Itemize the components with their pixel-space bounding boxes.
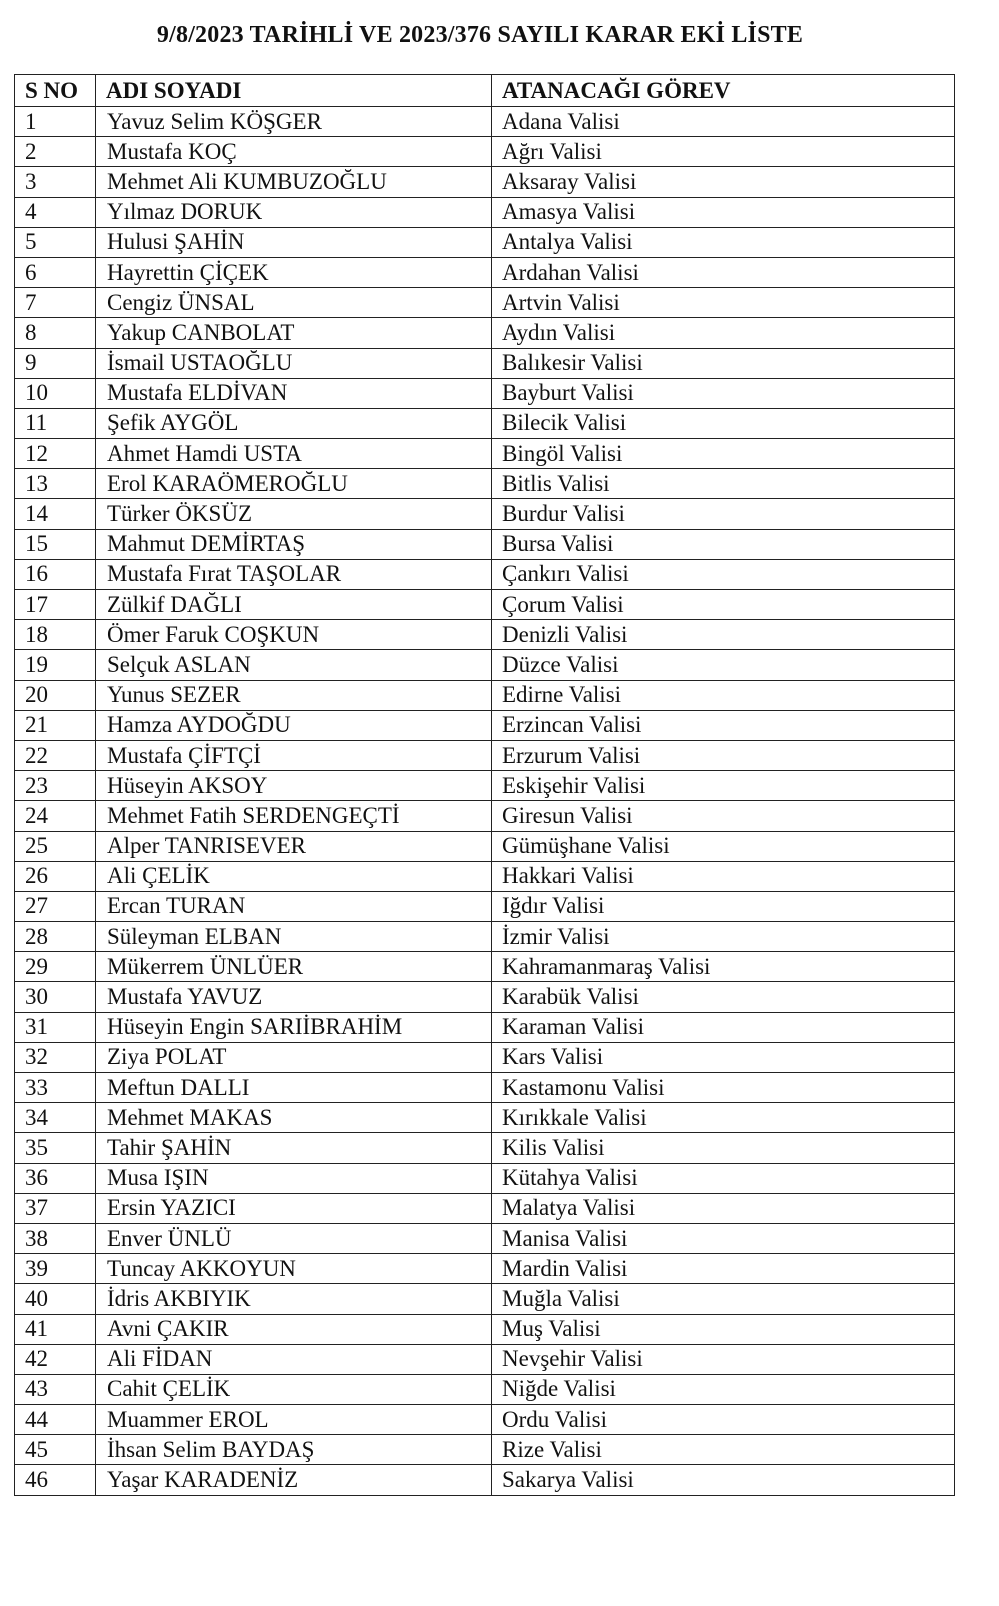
person-name-cell: Mustafa ÇİFTÇİ bbox=[96, 740, 492, 770]
person-name-cell: Hüseyin AKSOY bbox=[96, 771, 492, 801]
person-name-cell: Yavuz Selim KÖŞGER bbox=[96, 107, 492, 137]
row-number-cell: 46 bbox=[15, 1465, 96, 1495]
assigned-duty-cell: Kars Valisi bbox=[492, 1042, 955, 1072]
assigned-duty-cell: Hakkari Valisi bbox=[492, 861, 955, 891]
row-number-cell: 12 bbox=[15, 439, 96, 469]
table-row bbox=[15, 952, 955, 982]
assigned-duty-cell: Bilecik Valisi bbox=[492, 408, 955, 438]
row-number-cell: 17 bbox=[15, 590, 96, 620]
person-name-cell: Ömer Faruk COŞKUN bbox=[96, 620, 492, 650]
person-name-cell: Cengiz ÜNSAL bbox=[96, 288, 492, 318]
row-number-cell: 43 bbox=[15, 1374, 96, 1404]
person-name-cell: Hüseyin Engin SARIİBRAHİM bbox=[96, 1012, 492, 1042]
assigned-duty-cell: Erzurum Valisi bbox=[492, 740, 955, 770]
person-name-cell: Ercan TURAN bbox=[96, 891, 492, 921]
row-number-cell: 8 bbox=[15, 318, 96, 348]
assigned-duty-cell: Iğdır Valisi bbox=[492, 891, 955, 921]
table-row bbox=[15, 710, 955, 740]
row-number-cell: 39 bbox=[15, 1254, 96, 1284]
table-row bbox=[15, 982, 955, 1012]
table-row bbox=[15, 1254, 955, 1284]
table-row bbox=[15, 559, 955, 589]
assigned-duty-cell: Erzincan Valisi bbox=[492, 710, 955, 740]
table-row bbox=[15, 891, 955, 921]
person-name-cell: Cahit ÇELİK bbox=[96, 1374, 492, 1404]
person-name-cell: Mehmet Fatih SERDENGEÇTİ bbox=[96, 801, 492, 831]
table-body bbox=[15, 107, 955, 1496]
row-number-cell: 32 bbox=[15, 1042, 96, 1072]
table-row bbox=[15, 861, 955, 891]
assigned-duty-cell: Amasya Valisi bbox=[492, 197, 955, 227]
row-number-cell: 10 bbox=[15, 378, 96, 408]
table-row bbox=[15, 227, 955, 257]
table-row bbox=[15, 801, 955, 831]
person-name-cell: Hulusi ŞAHİN bbox=[96, 227, 492, 257]
person-name-cell: Ali FİDAN bbox=[96, 1344, 492, 1374]
person-name-cell: Ahmet Hamdi USTA bbox=[96, 439, 492, 469]
row-number-cell: 29 bbox=[15, 952, 96, 982]
table-row bbox=[15, 288, 955, 318]
row-number-cell: 20 bbox=[15, 680, 96, 710]
table-row bbox=[15, 1405, 955, 1435]
table-row bbox=[15, 348, 955, 378]
person-name-cell: Yunus SEZER bbox=[96, 680, 492, 710]
person-name-cell: Ersin YAZICI bbox=[96, 1193, 492, 1223]
assigned-duty-cell: Mardin Valisi bbox=[492, 1254, 955, 1284]
table-row bbox=[15, 318, 955, 348]
row-number-cell: 38 bbox=[15, 1223, 96, 1253]
table-row bbox=[15, 1284, 955, 1314]
column-header-duty: ATANACAĞI GÖREV bbox=[492, 75, 955, 107]
row-number-cell: 23 bbox=[15, 771, 96, 801]
row-number-cell: 22 bbox=[15, 740, 96, 770]
assigned-duty-cell: Kilis Valisi bbox=[492, 1133, 955, 1163]
assigned-duty-cell: Kastamonu Valisi bbox=[492, 1073, 955, 1103]
table-row bbox=[15, 197, 955, 227]
row-number-cell: 36 bbox=[15, 1163, 96, 1193]
table-header bbox=[15, 75, 955, 107]
table-row bbox=[15, 740, 955, 770]
assigned-duty-cell: Muş Valisi bbox=[492, 1314, 955, 1344]
assigned-duty-cell: Bayburt Valisi bbox=[492, 378, 955, 408]
person-name-cell: Meftun DALLI bbox=[96, 1073, 492, 1103]
table-row bbox=[15, 137, 955, 167]
assigned-duty-cell: Nevşehir Valisi bbox=[492, 1344, 955, 1374]
row-number-cell: 6 bbox=[15, 257, 96, 287]
table-row bbox=[15, 1344, 955, 1374]
person-name-cell: Mükerrem ÜNLÜER bbox=[96, 952, 492, 982]
table-row bbox=[15, 1042, 955, 1072]
assigned-duty-cell: Çankırı Valisi bbox=[492, 559, 955, 589]
assigned-duty-cell: Burdur Valisi bbox=[492, 499, 955, 529]
person-name-cell: Hamza AYDOĞDU bbox=[96, 710, 492, 740]
person-name-cell: Süleyman ELBAN bbox=[96, 922, 492, 952]
table-row bbox=[15, 529, 955, 559]
assigned-duty-cell: Rize Valisi bbox=[492, 1435, 955, 1465]
table-row bbox=[15, 1435, 955, 1465]
person-name-cell: Enver ÜNLÜ bbox=[96, 1223, 492, 1253]
person-name-cell: Hayrettin ÇİÇEK bbox=[96, 257, 492, 287]
assigned-duty-cell: Antalya Valisi bbox=[492, 227, 955, 257]
assigned-duty-cell: Aksaray Valisi bbox=[492, 167, 955, 197]
row-number-cell: 26 bbox=[15, 861, 96, 891]
assigned-duty-cell: Manisa Valisi bbox=[492, 1223, 955, 1253]
row-number-cell: 4 bbox=[15, 197, 96, 227]
table-row bbox=[15, 650, 955, 680]
table-row bbox=[15, 1465, 955, 1495]
row-number-cell: 15 bbox=[15, 529, 96, 559]
person-name-cell: Musa IŞIN bbox=[96, 1163, 492, 1193]
table-row bbox=[15, 680, 955, 710]
row-number-cell: 34 bbox=[15, 1103, 96, 1133]
assigned-duty-cell: Bursa Valisi bbox=[492, 529, 955, 559]
assigned-duty-cell: Denizli Valisi bbox=[492, 620, 955, 650]
assigned-duty-cell: Muğla Valisi bbox=[492, 1284, 955, 1314]
row-number-cell: 35 bbox=[15, 1133, 96, 1163]
row-number-cell: 11 bbox=[15, 408, 96, 438]
row-number-cell: 16 bbox=[15, 559, 96, 589]
table-row bbox=[15, 167, 955, 197]
row-number-cell: 25 bbox=[15, 831, 96, 861]
assigned-duty-cell: Gümüşhane Valisi bbox=[492, 831, 955, 861]
table-row bbox=[15, 1223, 955, 1253]
row-number-cell: 9 bbox=[15, 348, 96, 378]
person-name-cell: Türker ÖKSÜZ bbox=[96, 499, 492, 529]
document-title: 9/8/2023 TARİHLİ VE 2023/376 SAYILI KARAR EKİ LİSTE bbox=[156, 22, 804, 48]
row-number-cell: 28 bbox=[15, 922, 96, 952]
row-number-cell: 30 bbox=[15, 982, 96, 1012]
person-name-cell: Ziya POLAT bbox=[96, 1042, 492, 1072]
person-name-cell: Mustafa YAVUZ bbox=[96, 982, 492, 1012]
row-number-cell: 42 bbox=[15, 1344, 96, 1374]
table-row bbox=[15, 922, 955, 952]
person-name-cell: Mustafa KOÇ bbox=[96, 137, 492, 167]
assigned-duty-cell: Eskişehir Valisi bbox=[492, 771, 955, 801]
person-name-cell: Mustafa ELDİVAN bbox=[96, 378, 492, 408]
table-row bbox=[15, 1103, 955, 1133]
assigned-duty-cell: Kırıkkale Valisi bbox=[492, 1103, 955, 1133]
row-number-cell: 21 bbox=[15, 710, 96, 740]
person-name-cell: İhsan Selim BAYDAŞ bbox=[96, 1435, 492, 1465]
person-name-cell: Yılmaz DORUK bbox=[96, 197, 492, 227]
row-number-cell: 37 bbox=[15, 1193, 96, 1223]
row-number-cell: 31 bbox=[15, 1012, 96, 1042]
person-name-cell: İsmail USTAOĞLU bbox=[96, 348, 492, 378]
assigned-duty-cell: Ardahan Valisi bbox=[492, 257, 955, 287]
row-number-cell: 7 bbox=[15, 288, 96, 318]
row-number-cell: 5 bbox=[15, 227, 96, 257]
row-number-cell: 14 bbox=[15, 499, 96, 529]
table-row bbox=[15, 1133, 955, 1163]
row-number-cell: 45 bbox=[15, 1435, 96, 1465]
person-name-cell: Şefik AYGÖL bbox=[96, 408, 492, 438]
assigned-duty-cell: Çorum Valisi bbox=[492, 590, 955, 620]
table-row bbox=[15, 1073, 955, 1103]
table-row bbox=[15, 1314, 955, 1344]
assigned-duty-cell: Balıkesir Valisi bbox=[492, 348, 955, 378]
person-name-cell: Mahmut DEMİRTAŞ bbox=[96, 529, 492, 559]
person-name-cell: Tahir ŞAHİN bbox=[96, 1133, 492, 1163]
table-row bbox=[15, 469, 955, 499]
assigned-duty-cell: Bingöl Valisi bbox=[492, 439, 955, 469]
row-number-cell: 13 bbox=[15, 469, 96, 499]
row-number-cell: 41 bbox=[15, 1314, 96, 1344]
assigned-duty-cell: Karaman Valisi bbox=[492, 1012, 955, 1042]
row-number-cell: 24 bbox=[15, 801, 96, 831]
row-number-cell: 1 bbox=[15, 107, 96, 137]
table-row bbox=[15, 408, 955, 438]
table-row bbox=[15, 1163, 955, 1193]
person-name-cell: Mehmet Ali KUMBUZOĞLU bbox=[96, 167, 492, 197]
table-row bbox=[15, 831, 955, 861]
row-number-cell: 44 bbox=[15, 1405, 96, 1435]
person-name-cell: İdris AKBIYIK bbox=[96, 1284, 492, 1314]
column-header-sno: S NO bbox=[15, 75, 96, 107]
row-number-cell: 40 bbox=[15, 1284, 96, 1314]
table-row bbox=[15, 499, 955, 529]
person-name-cell: Alper TANRISEVER bbox=[96, 831, 492, 861]
assigned-duty-cell: Kütahya Valisi bbox=[492, 1163, 955, 1193]
row-number-cell: 2 bbox=[15, 137, 96, 167]
person-name-cell: Mustafa Fırat TAŞOLAR bbox=[96, 559, 492, 589]
row-number-cell: 19 bbox=[15, 650, 96, 680]
table-row bbox=[15, 620, 955, 650]
row-number-cell: 27 bbox=[15, 891, 96, 921]
table-row bbox=[15, 439, 955, 469]
person-name-cell: Avni ÇAKIR bbox=[96, 1314, 492, 1344]
column-header-name: ADI SOYADI bbox=[96, 75, 492, 107]
person-name-cell: Mehmet MAKAS bbox=[96, 1103, 492, 1133]
assigned-duty-cell: Bitlis Valisi bbox=[492, 469, 955, 499]
table-row bbox=[15, 1012, 955, 1042]
assigned-duty-cell: Artvin Valisi bbox=[492, 288, 955, 318]
person-name-cell: Yakup CANBOLAT bbox=[96, 318, 492, 348]
row-number-cell: 3 bbox=[15, 167, 96, 197]
assigned-duty-cell: Giresun Valisi bbox=[492, 801, 955, 831]
assigned-duty-cell: Malatya Valisi bbox=[492, 1193, 955, 1223]
header-row bbox=[15, 75, 955, 107]
assigned-duty-cell: İzmir Valisi bbox=[492, 922, 955, 952]
person-name-cell: Erol KARAÖMEROĞLU bbox=[96, 469, 492, 499]
row-number-cell: 33 bbox=[15, 1073, 96, 1103]
assigned-duty-cell: Düzce Valisi bbox=[492, 650, 955, 680]
person-name-cell: Yaşar KARADENİZ bbox=[96, 1465, 492, 1495]
assigned-duty-cell: Edirne Valisi bbox=[492, 680, 955, 710]
person-name-cell: Ali ÇELİK bbox=[96, 861, 492, 891]
table-row bbox=[15, 257, 955, 287]
table-row bbox=[15, 378, 955, 408]
table-row bbox=[15, 1374, 955, 1404]
assigned-duty-cell: Kahramanmaraş Valisi bbox=[492, 952, 955, 982]
person-name-cell: Muammer EROL bbox=[96, 1405, 492, 1435]
table-row bbox=[15, 107, 955, 137]
assigned-duty-cell: Aydın Valisi bbox=[492, 318, 955, 348]
table-row bbox=[15, 590, 955, 620]
person-name-cell: Selçuk ASLAN bbox=[96, 650, 492, 680]
person-name-cell: Tuncay AKKOYUN bbox=[96, 1254, 492, 1284]
assigned-duty-cell: Karabük Valisi bbox=[492, 982, 955, 1012]
table-row bbox=[15, 771, 955, 801]
table-row bbox=[15, 1193, 955, 1223]
assigned-duty-cell: Adana Valisi bbox=[492, 107, 955, 137]
appointment-table bbox=[14, 74, 955, 1496]
assigned-duty-cell: Sakarya Valisi bbox=[492, 1465, 955, 1495]
assigned-duty-cell: Niğde Valisi bbox=[492, 1374, 955, 1404]
row-number-cell: 18 bbox=[15, 620, 96, 650]
person-name-cell: Zülkif DAĞLI bbox=[96, 590, 492, 620]
assigned-duty-cell: Ağrı Valisi bbox=[492, 137, 955, 167]
assigned-duty-cell: Ordu Valisi bbox=[492, 1405, 955, 1435]
